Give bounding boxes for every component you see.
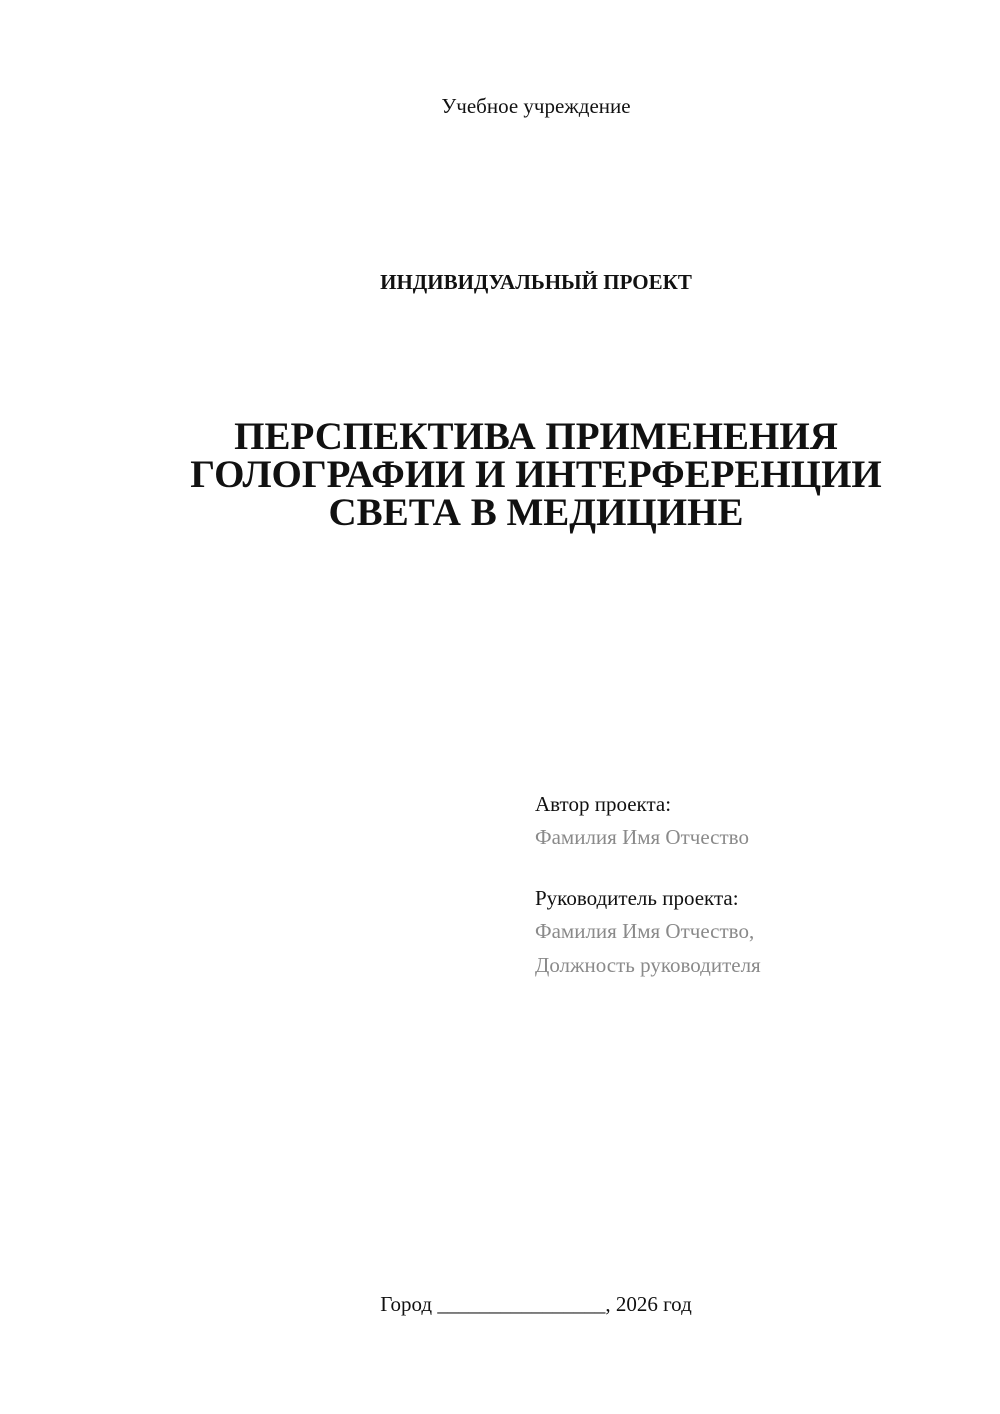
credits-block <box>535 788 975 982</box>
author-label: Автор проекта: <box>535 792 672 816</box>
document-type: ИНДИВИДУАЛЬНЫЙ ПРОЕКТ <box>380 270 692 294</box>
spacer <box>535 854 975 882</box>
supervisor-label: Руководитель проекта: <box>535 886 739 910</box>
project-title-line: СВЕТА В МЕДИЦИНЕ <box>328 491 744 534</box>
author-name: Фамилия Имя Отчество <box>535 825 749 849</box>
institution-name: Учебное учреждение <box>441 94 631 118</box>
project-title-line: ПЕРСПЕКТИВА ПРИМЕНЕНИЯ <box>234 415 838 458</box>
city-year-line: Город ________________, 2026 год <box>380 1292 692 1316</box>
project-title-line: ГОЛОГРАФИИ И ИНТЕРФЕРЕНЦИИ <box>190 453 882 496</box>
supervisor-name: Фамилия Имя Отчество, <box>535 919 755 943</box>
supervisor-position: Должность руководителя <box>535 953 761 977</box>
project-title <box>170 415 902 534</box>
